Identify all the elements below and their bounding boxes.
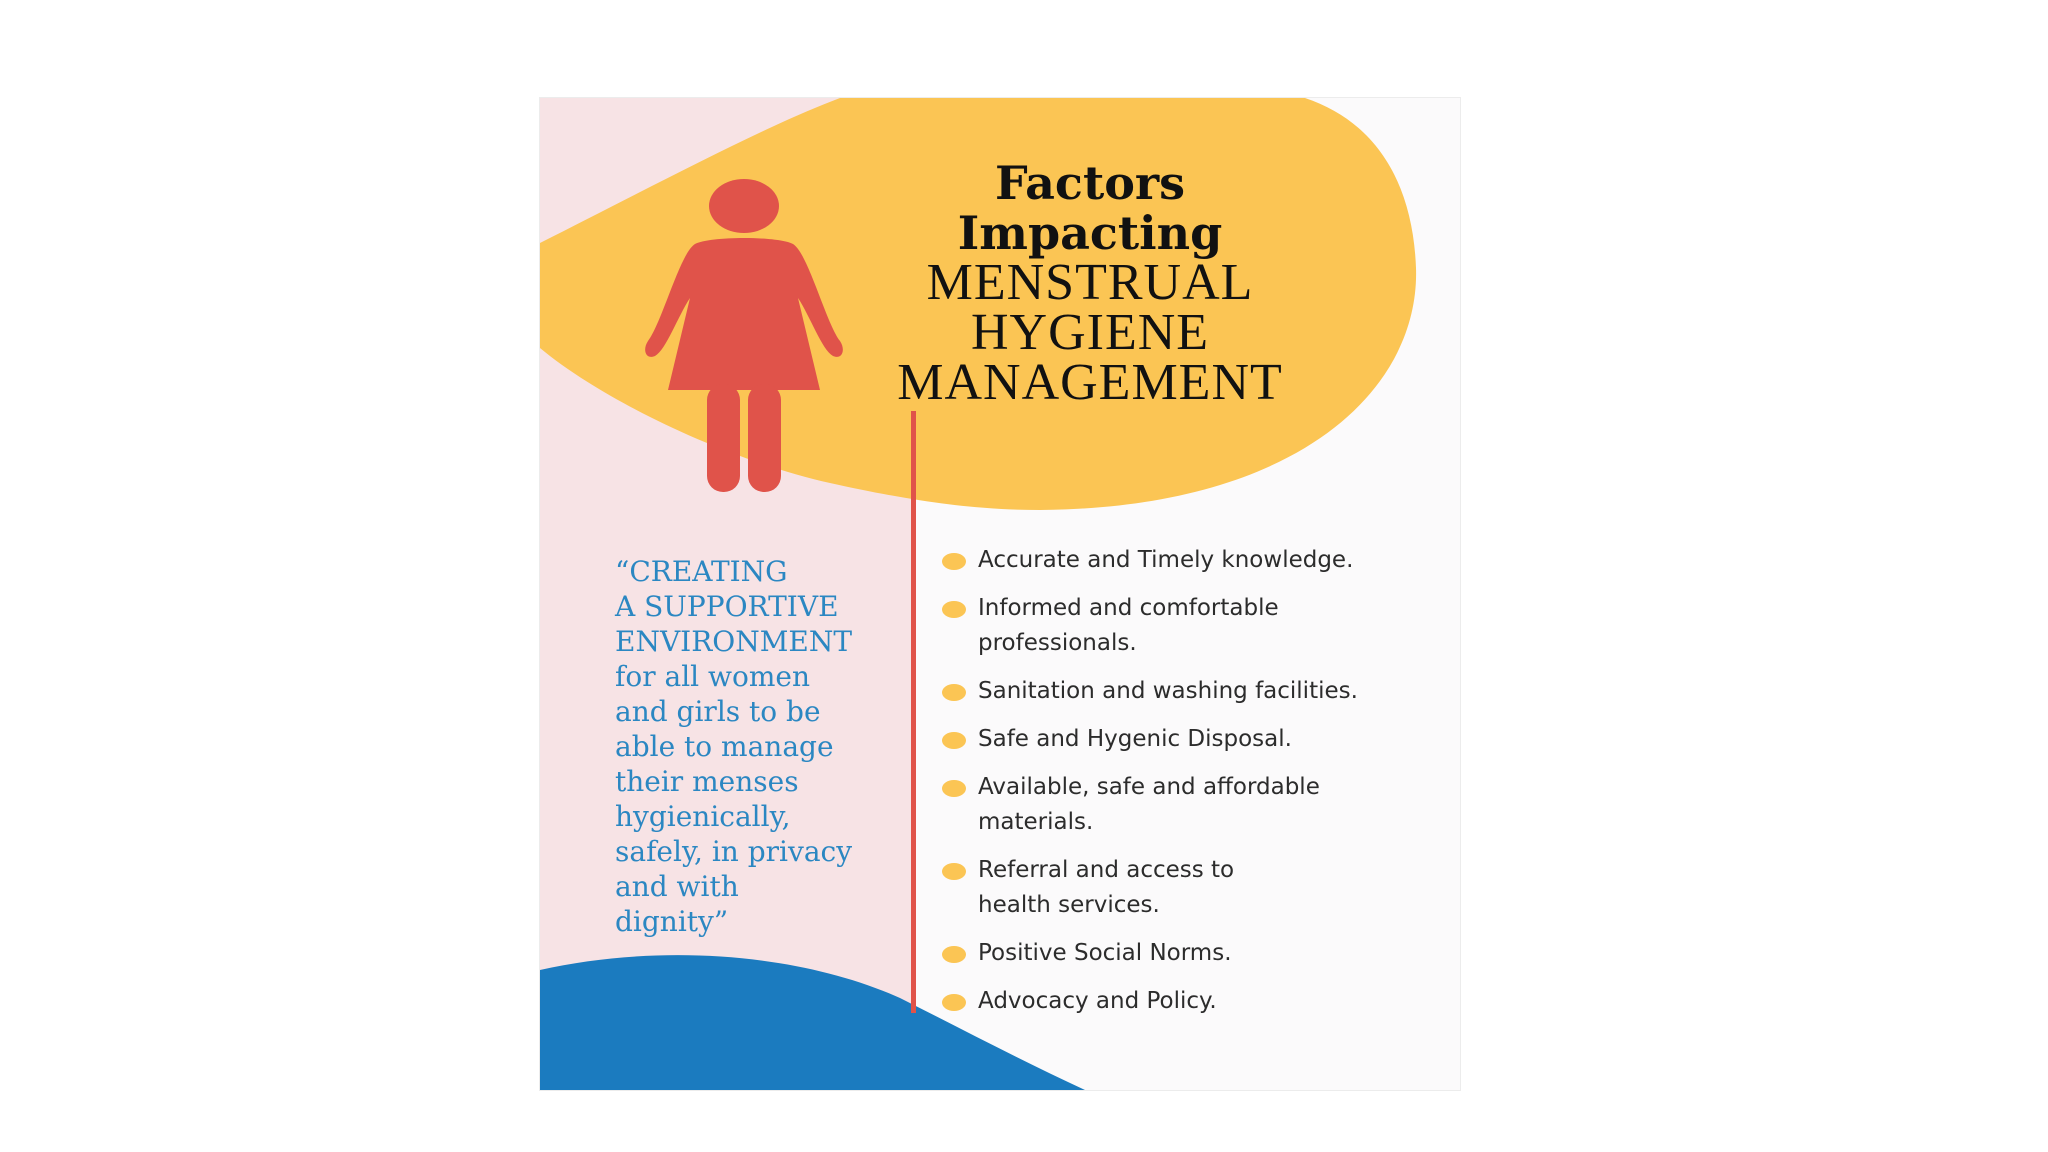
factor-item — [940, 543, 1440, 578]
bullet-dot-icon — [942, 863, 966, 880]
title-line-impacting: Impacting — [957, 206, 1223, 260]
divider-line — [911, 411, 916, 1013]
factor-text: Sanitation and washing facilities. — [978, 678, 1358, 704]
factor-text: Accurate and Timely knowledge. — [978, 547, 1354, 573]
factor-text: Positive Social Norms. — [978, 940, 1232, 966]
bullet-dot-icon — [942, 780, 966, 797]
bullet-dot-icon — [942, 732, 966, 749]
bullet-dot-icon — [942, 601, 966, 618]
title-line-menstrual: MENSTRUAL — [926, 254, 1254, 311]
factor-item — [940, 936, 1440, 971]
bullet-dot-icon — [942, 553, 966, 570]
factor-item — [940, 674, 1440, 709]
bullet-dot-icon — [942, 684, 966, 701]
bullet-dot-icon — [942, 994, 966, 1011]
factor-item — [940, 984, 1440, 1019]
factor-list — [940, 543, 1440, 1032]
factor-item — [940, 853, 1440, 923]
factor-text: Informed and comfortable professionals. — [978, 595, 1279, 656]
bullet-dot-icon — [942, 946, 966, 963]
factor-item — [940, 722, 1440, 757]
factor-text: Referral and access to health services. — [978, 857, 1235, 918]
factor-item — [940, 591, 1440, 661]
title-line-management: MANAGEMENT — [897, 354, 1283, 411]
factor-item — [940, 770, 1440, 840]
supportive-environment-quote: “CREATING A SUPPORTIVE ENVIRONMENT for all women and girls to be able to manage their menses hygienically, safely, in privacy and with dignity” — [615, 555, 853, 938]
factor-text: Advocacy and Policy. — [978, 988, 1217, 1014]
infographic-poster — [540, 98, 1460, 1090]
title-line-factors: Factors — [994, 156, 1186, 210]
factor-text: Available, safe and affordable materials. — [978, 774, 1320, 835]
factor-text: Safe and Hygenic Disposal. — [978, 726, 1292, 752]
title-line-hygiene: HYGIENE — [970, 304, 1210, 361]
poster-title — [850, 156, 1330, 411]
